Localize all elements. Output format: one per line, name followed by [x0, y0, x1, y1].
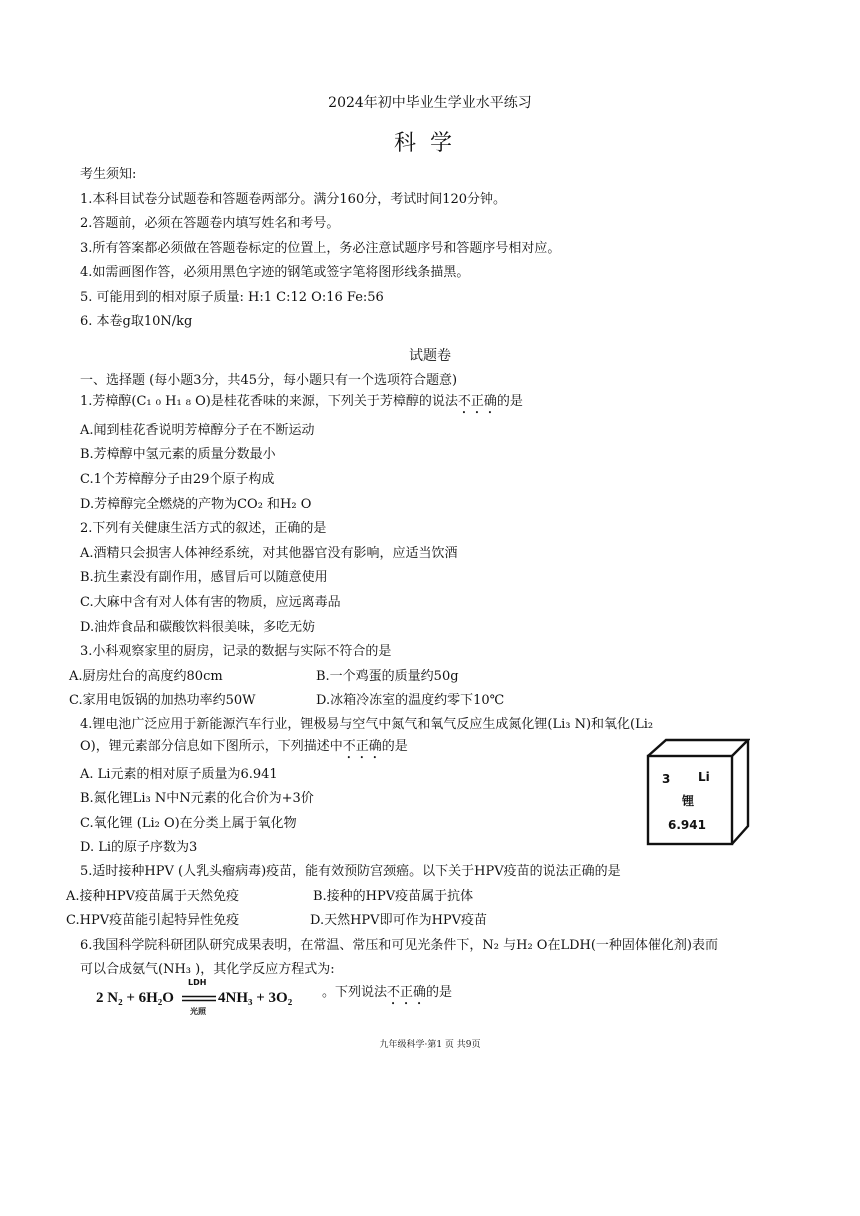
question-5-stem: 5.适时接种HPV (人乳头瘤病毒)疫苗，能有效预防宫颈癌。以下关于HPV疫苗的说法正确的是 [80, 864, 621, 879]
q3-option-c: C.家用电饭锅的加热功率约50W [69, 693, 256, 708]
q2-option-b: B.抗生素没有副作用，感冒后可以随意使用 [80, 570, 328, 585]
section-title: 试题卷 [409, 348, 451, 364]
element-name: 锂 [682, 794, 695, 808]
question-3-stem: 3.小科观察家里的厨房，记录的数据与实际不符合的是 [80, 644, 392, 659]
emphasis-text: 不正确 [387, 985, 427, 1000]
question-4-stem-line2: O)，锂元素部分信息如下图所示，下列描述中不正确的是 [80, 739, 408, 754]
q3-option-d: D.冰箱冷冻室的温度约零下10℃ [316, 693, 505, 708]
q1-option-d: D.芳樟醇完全燃烧的产物为CO₂ 和H₂ O [80, 497, 312, 512]
q1-option-c: C.1个芳樟醇分子由29个原子构成 [80, 472, 275, 487]
subject-title: 科学 [393, 131, 466, 156]
q5-option-c: C.HPV疫苗能引起特异性免疫 [66, 913, 240, 928]
q5-option-d: D.天然HPV即可作为HPV疫苗 [310, 913, 488, 928]
q3-option-a: A.厨房灶台的高度约80cm [69, 669, 223, 684]
equation-sign [182, 995, 216, 1003]
instruction-item: 3.所有答案都必须做在答题卷标定的位置上，务必注意试题序号和答题序号相对应。 [80, 241, 561, 256]
question-4-stem-line1: 4.锂电池广泛应用于新能源汽车行业，锂极易与空气中氮气和氧气反应生成氮化锂(Li₃ N)和氧化(Li₂ [80, 717, 654, 732]
atomic-mass: 6.941 [668, 818, 706, 832]
equation-condition: 光照 [190, 1007, 206, 1016]
question-6-followup: 。下列说法不正确的是 [322, 985, 453, 1000]
question-1-stem: 1.芳樟醇(C₁ ₀ H₁ ₈ O)是桂花香味的来源，下列关于芳樟醇的说法不正确的是 [80, 394, 523, 409]
page-footer: 九年级科学·第1 页 共9页 [379, 1040, 481, 1050]
instruction-item: 5. 可能用到的相对原子质量: H:1 C:12 O:16 Fe:56 [80, 290, 384, 305]
part-one-heading: 一、选择题 (每小题3分，共45分，每小题只有一个选项符合题意) [80, 373, 458, 388]
q4-option-b: B.氮化锂Li₃ N中N元素的化合价为+3价 [80, 791, 314, 806]
equation-products: 4NH₃ + 3O₂ [218, 990, 293, 1006]
lithium-element-card [646, 738, 750, 846]
question-6-stem-line1: 6.我国科学院科研团队研究成果表明，在常温、常压和可见光条件下，N₂ 与H₂ O在LDH(一种固体催化剂)表而 [80, 938, 718, 953]
atomic-number: 3 [662, 772, 671, 786]
q1-option-b: B.芳樟醇中氢元素的质量分数最小 [80, 447, 276, 462]
q5-option-a: A.接种HPV疫苗属于天然免疫 [66, 889, 239, 904]
instruction-item: 1.本科目试卷分试题卷和答题卷两部分。满分160分，考试时间120分钟。 [80, 192, 507, 207]
element-symbol: Li [698, 770, 710, 784]
emphasis-text: 不正确 [342, 739, 382, 754]
q3-option-b: B.一个鸡蛋的质量约50g [316, 669, 459, 684]
instruction-item: 4.如需画图作答，必须用黑色字迹的钢笔或签字笔将图形线条描黑。 [80, 265, 470, 280]
q1-option-a: A.闻到桂花香说明芳樟醇分子在不断运动 [80, 423, 315, 438]
q4-option-c: C.氧化锂 (Li₂ O)在分类上属于氧化物 [80, 816, 297, 831]
question-2-stem: 2.下列有关健康生活方式的叙述，正确的是 [80, 521, 327, 536]
q2-option-d: D.油炸食品和碳酸饮料很美味，多吃无妨 [80, 620, 316, 635]
equation-catalyst: LDH [188, 978, 207, 987]
q5-option-b: B.接种的HPV疫苗属于抗体 [313, 889, 474, 904]
emphasis-text: 不正确 [457, 394, 497, 409]
exam-title: 2024年初中毕业生学业水平练习 [328, 95, 532, 111]
question-6-stem-line2: 可以合成氨气(NH₃ )，其化学反应方程式为: [80, 962, 335, 977]
q2-option-a: A.酒精只会损害人体神经系统，对其他器官没有影响，应适当饮酒 [80, 546, 458, 561]
equation-reactants: 2 N₂ + 6H₂O [96, 990, 174, 1006]
q2-option-c: C.大麻中含有对人体有害的物质，应远离毒品 [80, 595, 341, 610]
instruction-item: 6. 本卷g取10N/kg [80, 314, 193, 329]
q4-option-a: A. Li元素的相对原子质量为6.941 [80, 767, 278, 782]
chemical-equation [96, 978, 296, 1020]
instruction-item: 2.答题前，必须在答题卷内填写姓名和考号。 [80, 216, 340, 231]
instructions-heading: 考生须知: [80, 167, 137, 182]
q4-option-d: D. Li的原子序数为3 [80, 840, 198, 855]
